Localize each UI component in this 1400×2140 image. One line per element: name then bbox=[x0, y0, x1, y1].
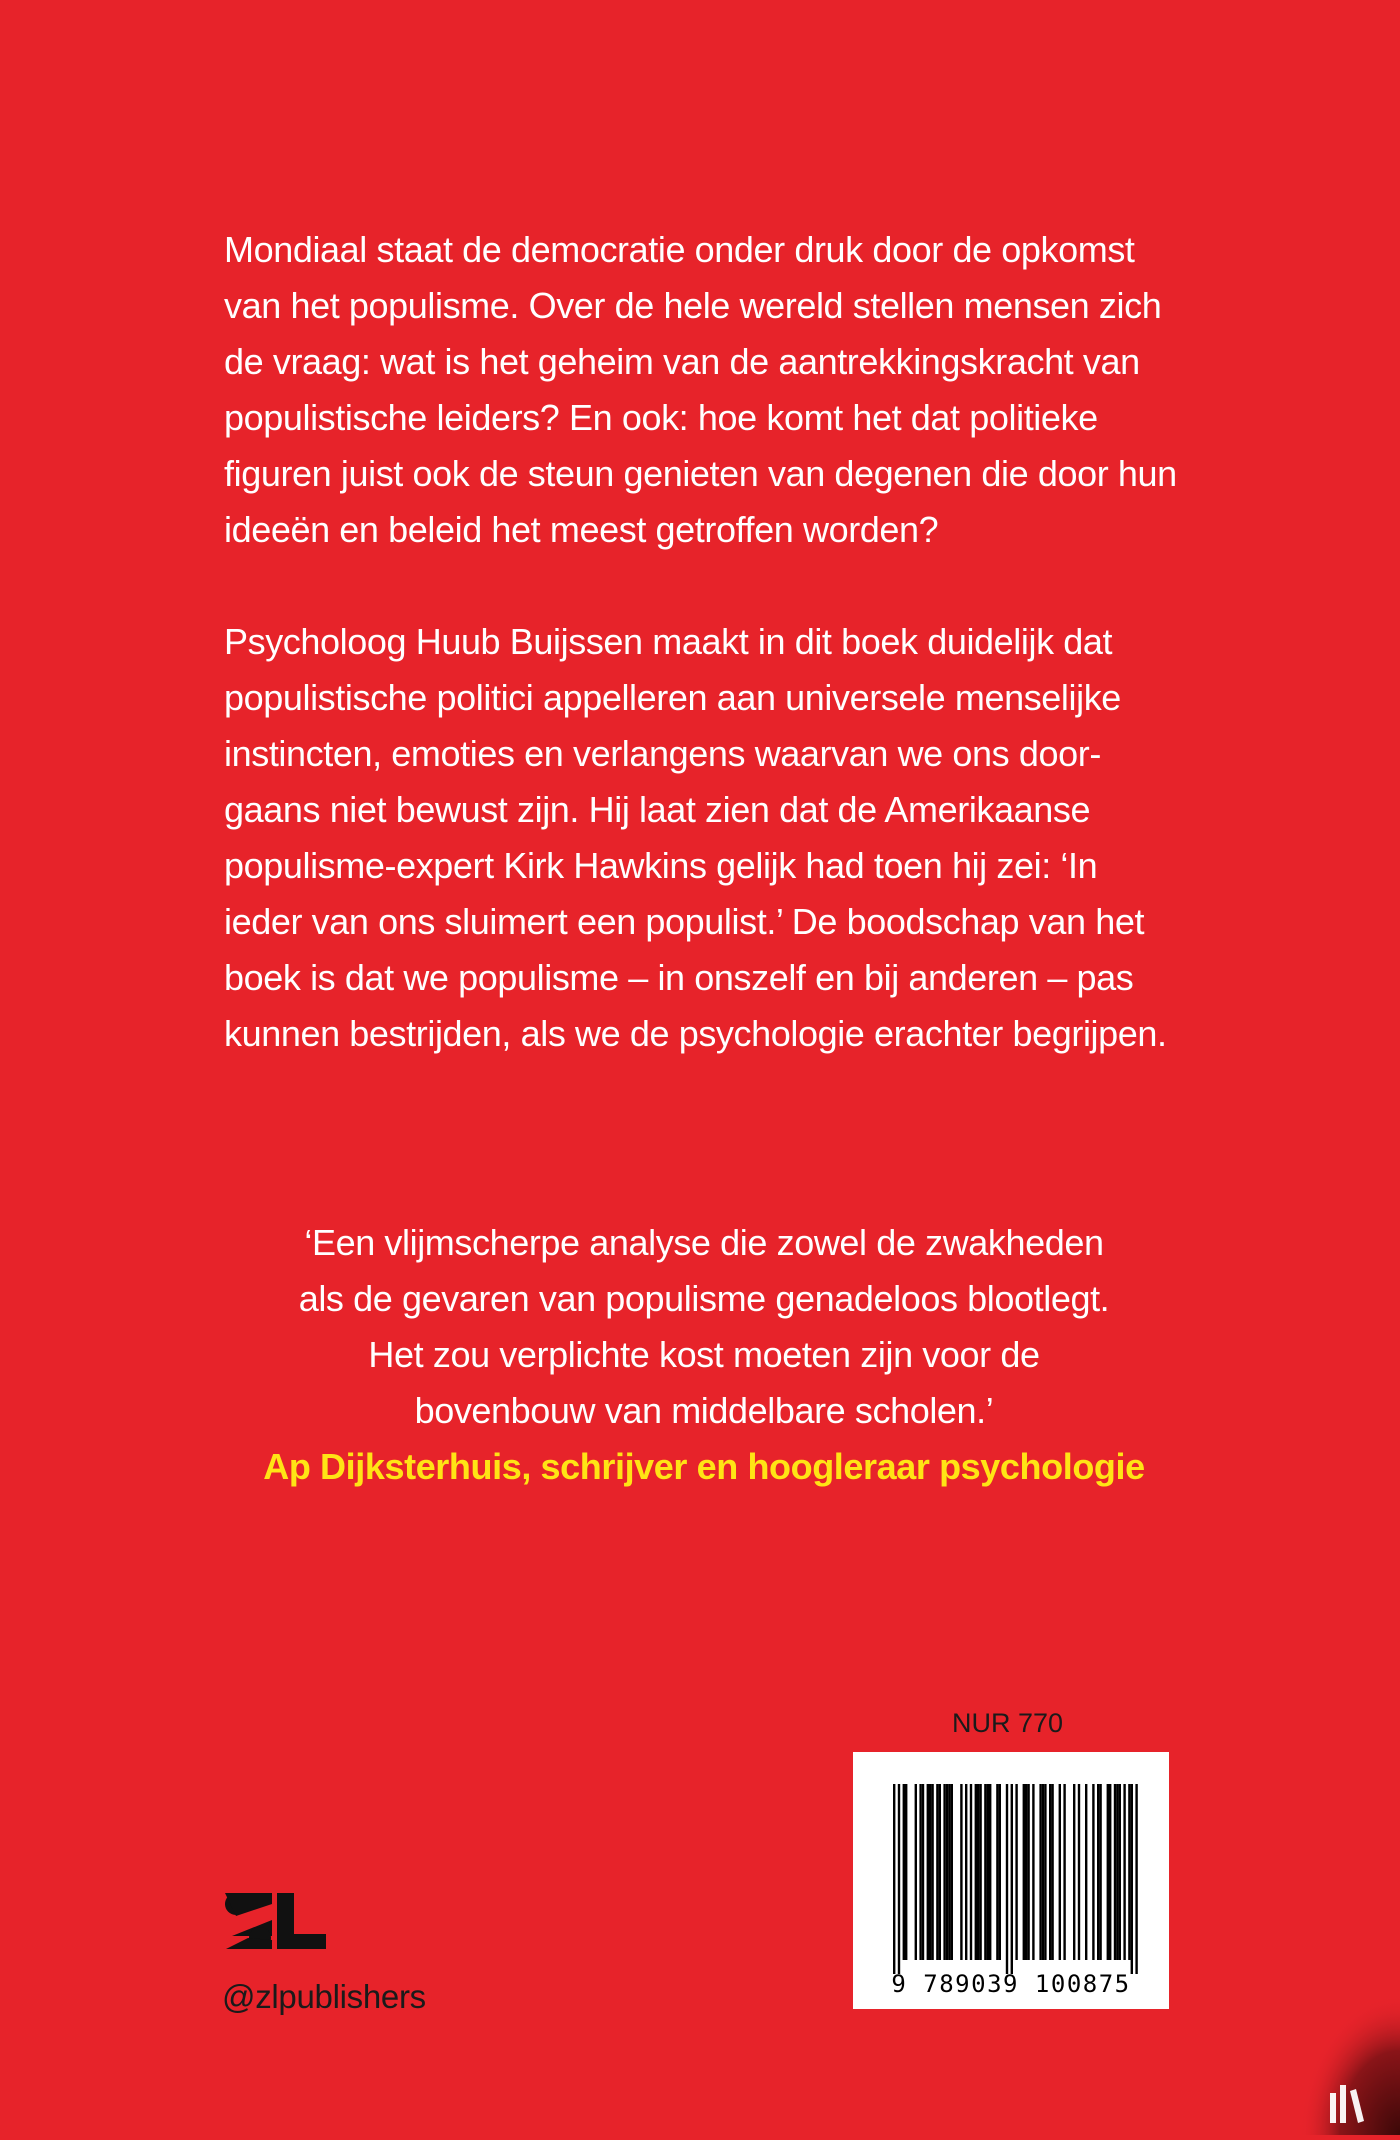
review-quote bbox=[224, 1215, 1184, 1495]
barcode-bar bbox=[915, 1784, 917, 1960]
barcode-bar bbox=[936, 1784, 938, 1960]
barcode-bar bbox=[979, 1784, 981, 1960]
quote-line: ‘Een vlijmscherpe analyse die zowel de zwakheden bbox=[304, 1222, 1104, 1263]
barcode-bar bbox=[970, 1784, 972, 1960]
barcode-bar bbox=[1078, 1784, 1080, 1960]
quote-line: als de gevaren van populisme genadeloos blootlegt. bbox=[298, 1278, 1110, 1319]
barcode-bar bbox=[1116, 1784, 1118, 1960]
barcode-bar bbox=[996, 1784, 998, 1960]
barcode-bar bbox=[948, 1784, 950, 1960]
barcode-bar bbox=[1092, 1784, 1094, 1960]
barcode-bar bbox=[1015, 1784, 1017, 1960]
barcode-bar bbox=[919, 1784, 921, 1960]
barcode-bar bbox=[1123, 1784, 1125, 1960]
barcode-bar bbox=[987, 1784, 989, 1960]
barcode-bar bbox=[977, 1784, 979, 1960]
barcode-bar bbox=[975, 1784, 977, 1960]
barcode-bar bbox=[1039, 1784, 1041, 1960]
publisher-handle: @zlpublishers bbox=[222, 1978, 426, 2015]
barcode-bar bbox=[1097, 1784, 1099, 1960]
barcode-bar bbox=[929, 1784, 931, 1960]
barcode-bar bbox=[943, 1784, 945, 1960]
barcode-bar bbox=[951, 1784, 953, 1960]
barcode-bar bbox=[1119, 1784, 1121, 1960]
barcode-bar bbox=[1059, 1784, 1061, 1960]
barcode-digits: 9 789039 100875 bbox=[891, 1970, 1131, 1998]
barcode-bar bbox=[1011, 1784, 1013, 1974]
barcode-bar bbox=[1023, 1784, 1025, 1960]
barcode-bar bbox=[927, 1784, 929, 1960]
quote-attribution: Ap Dijksterhuis, schrijver en hoogleraar psychologie bbox=[263, 1446, 1145, 1487]
barcode-bar bbox=[1027, 1784, 1029, 1960]
barcode-bar bbox=[984, 1784, 986, 1960]
corner-shadow bbox=[1300, 1995, 1400, 2135]
barcode-bar bbox=[1073, 1784, 1075, 1960]
barcode-bar bbox=[946, 1784, 948, 1960]
barcode-bar bbox=[1107, 1784, 1109, 1960]
barcode-bar bbox=[1044, 1784, 1046, 1960]
barcode-bar bbox=[989, 1784, 991, 1960]
quote-line: bovenbouw van middelbare scholen.’ bbox=[414, 1390, 994, 1431]
barcode-bar bbox=[1049, 1784, 1051, 1960]
barcode-bar bbox=[1109, 1784, 1111, 1960]
barcode-bar bbox=[1085, 1784, 1087, 1960]
barcode-bar bbox=[1099, 1784, 1101, 1960]
isbn-barcode bbox=[853, 1752, 1169, 2009]
barcode-bar bbox=[965, 1784, 967, 1960]
barcode-bar bbox=[1042, 1784, 1044, 1960]
barcode-bar bbox=[939, 1784, 941, 1960]
barcode-bar bbox=[1051, 1784, 1053, 1960]
barcode-bar bbox=[1032, 1784, 1034, 1960]
blurb-paragraph-2: Psycholoog Huub Buijssen maakt in dit boek duidelijk dat populistische politici appelleren aan universele menselijke instincten, emoties en verlangens waarvan we ons doorgaans niet bewust zijn. Hij laat zien dat de Amerikaanse populisme-expert Kirk Hawkins gelijk had toen hij zei: ‘In ieder van ons sluimert een populist.’ De boodschap van het boek is dat we populisme – in onszelf en bij anderen – pas kunnen bestrijden, als we de psychologie erachter begrijpen. bbox=[224, 621, 1167, 1054]
barcode-bar bbox=[1135, 1784, 1137, 1974]
barcode-bar bbox=[1063, 1784, 1065, 1960]
barcode-bar bbox=[922, 1784, 924, 1960]
barcode-bar bbox=[903, 1784, 905, 1960]
barcode-bar bbox=[893, 1784, 895, 1974]
publisher-logo bbox=[222, 1890, 330, 1957]
barcode-bar bbox=[1114, 1784, 1116, 1960]
barcode-bar bbox=[999, 1784, 1001, 1960]
barcode-bar bbox=[1006, 1784, 1008, 1974]
barcode-graphic bbox=[853, 1752, 1169, 2009]
barcode-bar bbox=[1128, 1784, 1130, 1960]
back-cover-blurb bbox=[224, 222, 1184, 1118]
barcode-bar bbox=[898, 1784, 900, 1974]
barcode-bar bbox=[960, 1784, 962, 1960]
barcode-bar bbox=[1131, 1784, 1133, 1974]
quote-line: Het zou verplichte kost moeten zijn voor de bbox=[368, 1334, 1040, 1375]
zl-logo-icon bbox=[222, 1890, 330, 1952]
nur-code: NUR 770 bbox=[952, 1708, 1064, 1738]
blurb-paragraph-1: Mondiaal staat de democratie onder druk door de opkomst van het populisme. Over de hele wereld stellen mensen zich de vraag: wat is het geheim van de aantrekkingskracht van populistische leiders? En ook: hoe komt het dat politieke figuren juist ook de steun genieten van degenen die door hun ideeën en beleid het meest getroffen worden? bbox=[224, 229, 1177, 550]
barcode-bar bbox=[931, 1784, 933, 1960]
barcode-bar bbox=[1025, 1784, 1027, 1960]
barcode-bar bbox=[905, 1784, 907, 1960]
